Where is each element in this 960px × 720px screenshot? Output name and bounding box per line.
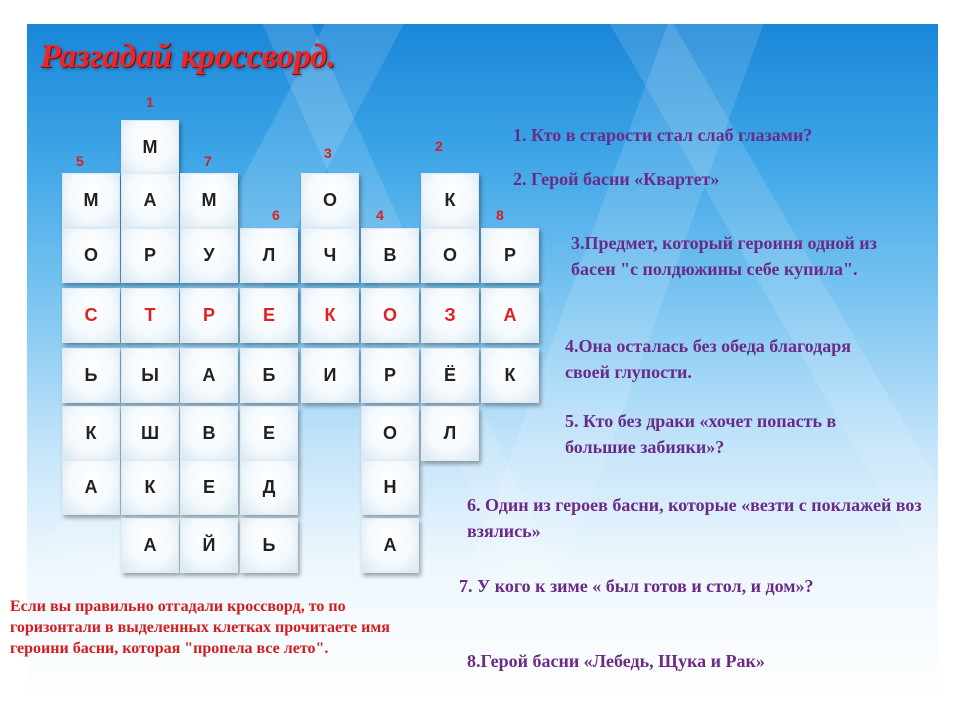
- crossword-cell: О: [361, 288, 419, 343]
- crossword-cell: Б: [240, 348, 298, 403]
- crossword-cell: Н: [361, 460, 419, 515]
- clue-number: 4: [376, 207, 384, 223]
- crossword-cell: Ы: [121, 348, 179, 403]
- clue-8: 8.Герой басни «Лебедь, Щука и Рак»: [467, 651, 765, 671]
- crossword-cell: Т: [121, 288, 179, 343]
- crossword-cell: О: [421, 228, 479, 283]
- clue-number: 3: [324, 145, 332, 161]
- clue-number: 8: [496, 207, 504, 223]
- clue-7: 7. У кого к зиме « был готов и стол, и дом»?: [459, 576, 814, 596]
- crossword-cell: Е: [240, 288, 298, 343]
- crossword-cell: Ч: [301, 228, 359, 283]
- crossword-cell: М: [180, 173, 238, 228]
- crossword-cell: О: [301, 173, 359, 228]
- crossword-cell: К: [62, 406, 120, 461]
- crossword-cell: Р: [180, 288, 238, 343]
- crossword-cell: Ш: [121, 406, 179, 461]
- crossword-cell: Й: [180, 518, 238, 573]
- crossword-cell: Л: [421, 406, 479, 461]
- clue-5: 5. Кто без драки «хочет попасть в большие забияки»?: [565, 411, 837, 457]
- crossword-cell: К: [301, 288, 359, 343]
- crossword-cell: Е: [180, 460, 238, 515]
- crossword-cell: Ё: [421, 348, 479, 403]
- crossword-cell: Л: [240, 228, 298, 283]
- page-title: Разгадай кроссворд.: [40, 38, 336, 75]
- crossword-cell: К: [121, 460, 179, 515]
- crossword-cell: У: [180, 228, 238, 283]
- crossword-cell: С: [62, 288, 120, 343]
- crossword-cell: Ь: [240, 518, 298, 573]
- clue-2: 2. Герой басни «Квартет»: [513, 169, 720, 189]
- crossword-cell: Ь: [62, 348, 120, 403]
- crossword-cell: К: [481, 348, 539, 403]
- crossword-cell: Е: [240, 406, 298, 461]
- clue-6: 6. Один из героев басни, которые «везти с поклажей воз взялись»: [467, 495, 922, 541]
- crossword-cell: М: [62, 173, 120, 228]
- clue-number: 2: [435, 138, 443, 154]
- crossword-cell: А: [361, 518, 419, 573]
- clue-4: 4.Она осталась без обеда благодаря своей глупости.: [565, 336, 852, 382]
- crossword-cell: О: [361, 406, 419, 461]
- crossword-cell: Р: [361, 348, 419, 403]
- crossword-cell: М: [121, 120, 179, 175]
- crossword-cell: В: [180, 406, 238, 461]
- crossword-cell: А: [180, 348, 238, 403]
- crossword-cell: З: [421, 288, 479, 343]
- clue-number: 5: [76, 153, 84, 169]
- crossword-cell: А: [481, 288, 539, 343]
- crossword-cell: О: [62, 228, 120, 283]
- crossword-cell: А: [121, 173, 179, 228]
- crossword-cell: Д: [240, 460, 298, 515]
- clue-1: 1. Кто в старости стал слаб глазами?: [513, 125, 813, 145]
- instruction-note: Если вы правильно отгадали кроссворд, то по горизонтали в выделенных клетках прочитаете имя героини басни, которая "пропела все лето".: [10, 598, 390, 657]
- crossword-cell: В: [361, 228, 419, 283]
- crossword-cell: А: [62, 460, 120, 515]
- crossword-cell: А: [121, 518, 179, 573]
- crossword-cell: Р: [121, 228, 179, 283]
- clue-number: 1: [146, 94, 154, 110]
- crossword-cell: К: [421, 173, 479, 228]
- clue-number: 7: [204, 153, 212, 169]
- clue-number: 6: [272, 207, 280, 223]
- crossword-cell: И: [301, 348, 359, 403]
- crossword-cell: Р: [481, 228, 539, 283]
- clue-3: 3.Предмет, который героиня одной из басен "с полдюжины себе купила".: [571, 233, 877, 279]
